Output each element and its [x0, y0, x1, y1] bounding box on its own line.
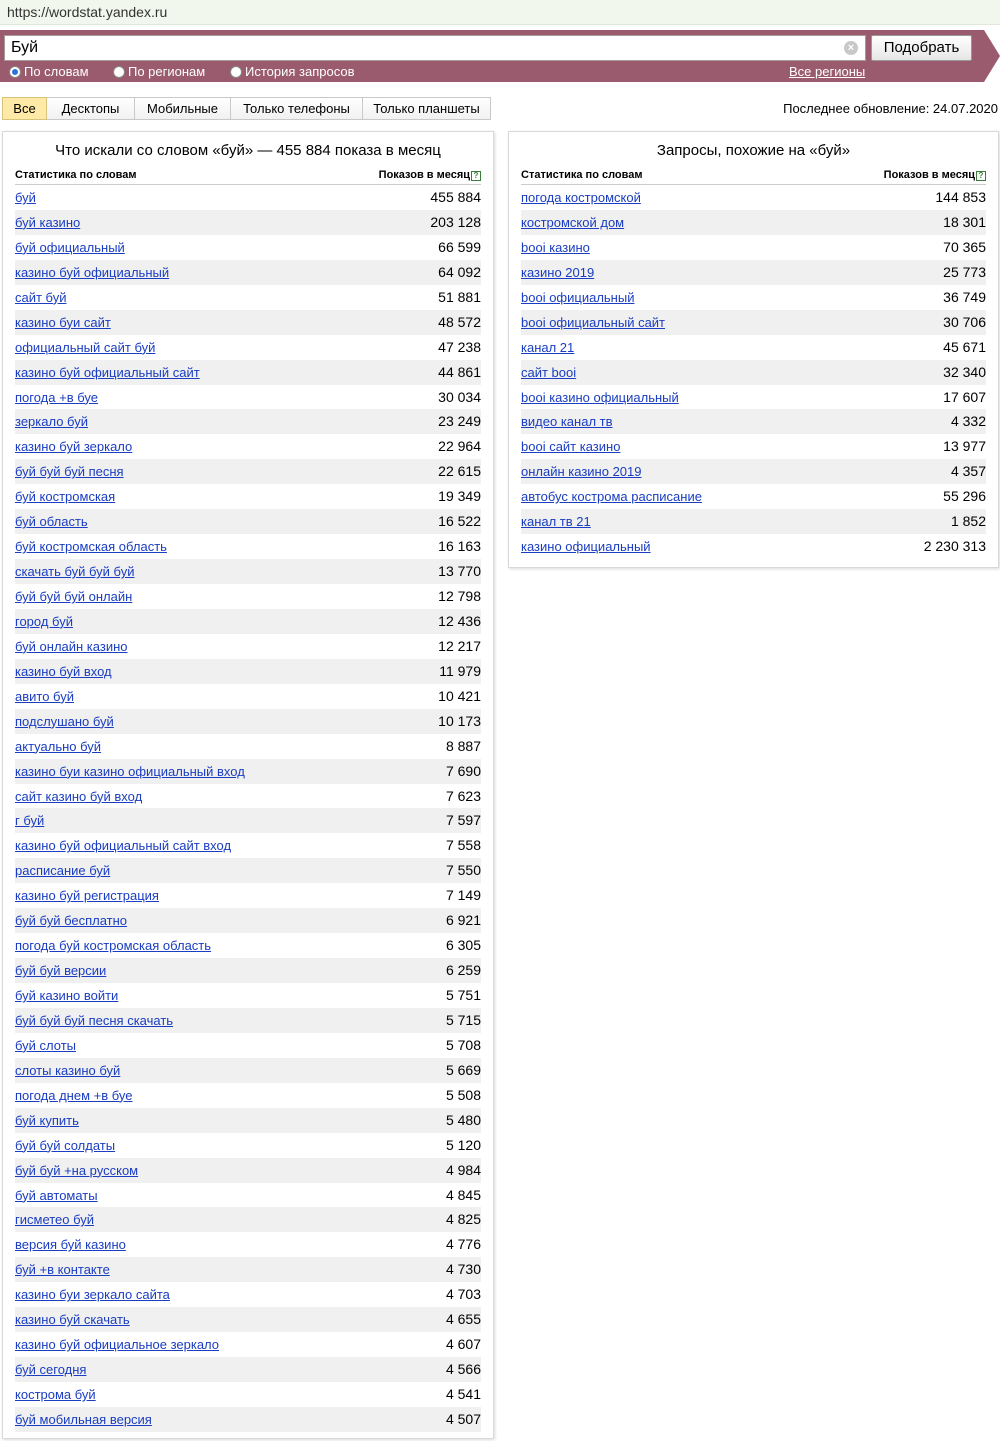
- query-link[interactable]: буй автоматы: [15, 1187, 98, 1203]
- table-row: [521, 285, 986, 310]
- query-link[interactable]: booi официальный сайт: [521, 314, 666, 330]
- query-link[interactable]: г буй: [15, 813, 45, 829]
- table-row: [521, 260, 986, 285]
- tab-desktops[interactable]: Десктопы: [47, 97, 135, 120]
- query-link[interactable]: буй буй солдаты: [15, 1137, 116, 1153]
- table-row: [15, 833, 481, 858]
- query-link[interactable]: буй костромская область: [15, 539, 167, 555]
- shows-count: 4 357: [950, 463, 986, 480]
- table-row: [15, 1332, 481, 1357]
- column-shows-header: [884, 169, 986, 181]
- shows-count: 5 708: [445, 1036, 481, 1053]
- table-row: [15, 1133, 481, 1158]
- left-column-header: [15, 169, 481, 185]
- shows-count: 5 751: [445, 987, 481, 1003]
- query-link[interactable]: буй буй буй песня: [15, 464, 124, 480]
- query-link[interactable]: буй онлайн казино: [15, 638, 128, 654]
- table-row: [15, 260, 481, 285]
- shows-count: 36 749: [943, 288, 986, 305]
- query-link[interactable]: казино официальный: [521, 539, 651, 555]
- tab-phones-only[interactable]: Только телефоны: [231, 97, 363, 120]
- table-row: [15, 1357, 481, 1382]
- query-link[interactable]: официальный сайт буй: [15, 339, 156, 355]
- shows-count: 10 173: [438, 712, 481, 729]
- query-link[interactable]: казино буй зеркало: [15, 439, 133, 455]
- url-text: https://wordstat.yandex.ru: [7, 4, 168, 20]
- query-link[interactable]: казино 2019: [521, 264, 595, 280]
- shows-count: 4 507: [445, 1410, 481, 1427]
- query-link[interactable]: буй буй буй онлайн: [15, 589, 133, 604]
- table-row: [521, 534, 986, 559]
- shows-count: 6 305: [445, 937, 481, 954]
- column-shows-label: Показов в месяц: [883, 169, 975, 181]
- shows-count: 7 623: [445, 787, 481, 804]
- query-link[interactable]: кострома буй: [15, 1387, 96, 1402]
- right-column-header: [521, 169, 986, 185]
- shows-count: 32 340: [943, 363, 986, 380]
- query-link[interactable]: буй: [15, 190, 36, 205]
- query-link[interactable]: казино буй скачать: [15, 1312, 130, 1328]
- table-row: [15, 634, 481, 659]
- shows-count: 4 332: [950, 413, 986, 430]
- table-row: [15, 1207, 481, 1232]
- query-link[interactable]: погода днем +в буе: [15, 1087, 133, 1103]
- table-row: [15, 335, 481, 360]
- shows-count: 44 861: [438, 363, 481, 380]
- tab-all[interactable]: Все: [2, 97, 47, 120]
- table-row: [15, 235, 481, 260]
- query-link[interactable]: онлайн казино 2019: [521, 464, 642, 480]
- shows-count: 10 421: [438, 687, 481, 704]
- table-row: [15, 883, 481, 908]
- query-link[interactable]: актуально буй: [15, 738, 102, 754]
- shows-count: 12 798: [438, 588, 481, 604]
- shows-count: 19 349: [438, 488, 481, 505]
- query-link[interactable]: казино буй официальное зеркало: [15, 1337, 220, 1353]
- shows-count: 55 296: [943, 488, 986, 505]
- table-row: [15, 659, 481, 684]
- table-row: [15, 1158, 481, 1183]
- shows-count: 4 845: [445, 1186, 481, 1203]
- shows-count: 47 238: [438, 338, 481, 355]
- left-table: [15, 185, 481, 1432]
- query-link[interactable]: город буй: [15, 613, 73, 629]
- query-link[interactable]: канал тв 21: [521, 514, 591, 530]
- table-row: [521, 409, 986, 434]
- search-input[interactable]: [5, 36, 835, 60]
- shows-count: 51 881: [438, 288, 481, 305]
- query-link[interactable]: буй буй версии: [15, 963, 107, 979]
- table-row: [521, 434, 986, 459]
- query-link[interactable]: буй казино войти: [15, 988, 119, 1003]
- table-row: [15, 484, 481, 509]
- shows-count: 4 607: [445, 1336, 481, 1353]
- query-link[interactable]: скачать буй буй буй: [15, 564, 135, 580]
- query-link[interactable]: сайт казино буй вход: [15, 788, 143, 804]
- table-row: [521, 360, 986, 385]
- pick-button[interactable]: Подобрать: [871, 35, 972, 61]
- query-link[interactable]: казино буи зеркало сайта: [15, 1287, 170, 1303]
- left-panel: [2, 131, 494, 1439]
- shows-count: 7 597: [445, 812, 481, 829]
- shows-count: 1 852: [950, 513, 986, 530]
- shows-count: 5 480: [445, 1111, 481, 1128]
- shows-count: 70 365: [943, 238, 986, 255]
- mode-by-regions[interactable]: [113, 64, 205, 79]
- table-row: [15, 285, 481, 310]
- shows-count: 64 092: [438, 263, 481, 280]
- table-row: [15, 609, 481, 634]
- shows-count: 5 715: [445, 1011, 481, 1028]
- shows-count: 8 887: [445, 737, 481, 754]
- query-link[interactable]: авито буй: [15, 688, 74, 704]
- query-link[interactable]: booi сайт казино: [521, 439, 621, 455]
- query-link[interactable]: буй казино: [15, 214, 81, 230]
- search-band: [0, 30, 1000, 82]
- shows-count: 203 128: [430, 213, 481, 230]
- column-shows-label: Показов в месяц: [378, 169, 470, 181]
- table-row: [15, 1282, 481, 1307]
- query-link[interactable]: погода +в буе: [15, 389, 98, 405]
- query-link[interactable]: казино буй регистрация: [15, 888, 159, 904]
- table-row: [15, 958, 481, 983]
- tab-mobile[interactable]: Мобильные: [135, 97, 231, 120]
- table-row: [15, 509, 481, 534]
- column-words-header: Статистика по словам: [15, 169, 137, 181]
- shows-count: 17 607: [943, 388, 986, 405]
- right-panel-title: Запросы, похожие на «буй»: [656, 142, 851, 159]
- table-row: [15, 858, 481, 883]
- table-row: [15, 709, 481, 734]
- query-link[interactable]: казино буй вход: [15, 663, 112, 679]
- shows-count: 4 703: [445, 1286, 481, 1303]
- table-row: [15, 1058, 481, 1083]
- table-row: [15, 759, 481, 784]
- query-link[interactable]: буй слоты: [15, 1037, 77, 1053]
- query-link[interactable]: буй буй буй песня скачать: [15, 1012, 174, 1028]
- query-link[interactable]: видео канал тв: [521, 414, 613, 430]
- shows-count: 16 522: [438, 513, 481, 530]
- query-link[interactable]: казино буи сайт: [15, 314, 111, 330]
- query-link[interactable]: буй буй +на русском: [15, 1162, 139, 1178]
- last-update: Последнее обновление: 24.07.2020: [783, 101, 998, 116]
- query-link[interactable]: версия буй казино: [15, 1237, 126, 1253]
- query-link[interactable]: буй костромская: [15, 489, 116, 505]
- table-row: [15, 734, 481, 759]
- table-row: [15, 360, 481, 385]
- query-link[interactable]: зеркало буй: [15, 414, 88, 430]
- shows-count: 30 706: [943, 313, 986, 330]
- table-row: [15, 1232, 481, 1257]
- shows-count: 18 301: [943, 213, 986, 230]
- query-link[interactable]: буй официальный: [15, 239, 125, 255]
- shows-count: 4 776: [445, 1236, 481, 1253]
- table-row: [521, 484, 986, 509]
- help-icon[interactable]: ?: [976, 171, 986, 181]
- table-row: [15, 385, 481, 410]
- tab-tablets-only[interactable]: Только планшеты: [363, 97, 491, 120]
- address-bar[interactable]: [0, 0, 1000, 25]
- mode-label: По регионам: [128, 64, 206, 79]
- shows-count: 7 690: [445, 762, 481, 779]
- shows-count: 5 508: [445, 1086, 481, 1103]
- query-link[interactable]: погода костромской: [521, 190, 641, 205]
- table-row: [15, 210, 481, 235]
- table-row: [15, 1033, 481, 1058]
- search-field[interactable]: [4, 35, 866, 61]
- shows-count: 22 615: [438, 463, 481, 480]
- table-row: [521, 185, 986, 210]
- query-link[interactable]: казино буй официальный сайт вход: [15, 838, 232, 854]
- query-link[interactable]: сайт буй: [15, 289, 67, 305]
- shows-count: 45 671: [943, 338, 986, 355]
- table-row: [15, 1083, 481, 1108]
- device-tabs: [2, 97, 491, 120]
- shows-count: 7 550: [445, 862, 481, 879]
- table-row: [15, 310, 481, 335]
- query-link[interactable]: booi официальный: [521, 289, 635, 305]
- mode-label: История запросов: [245, 64, 355, 79]
- shows-count: 11 979: [439, 662, 481, 679]
- table-row: [521, 459, 986, 484]
- mode-history[interactable]: [230, 64, 355, 79]
- table-row: [521, 210, 986, 235]
- table-row: [15, 1108, 481, 1133]
- shows-count: 144 853: [935, 189, 986, 205]
- shows-count: 12 436: [438, 612, 481, 629]
- table-row: [521, 335, 986, 360]
- query-link[interactable]: канал 21: [521, 339, 575, 355]
- query-link[interactable]: booi казино: [521, 239, 590, 255]
- shows-count: 6 259: [445, 962, 481, 979]
- shows-count: 30 034: [438, 388, 481, 405]
- table-row: [521, 385, 986, 410]
- shows-count: 12 217: [438, 637, 481, 654]
- query-link[interactable]: казино буи казино официальный вход: [15, 763, 245, 779]
- query-link[interactable]: буй буй бесплатно: [15, 913, 128, 929]
- shows-count: 2 230 313: [923, 538, 986, 555]
- shows-count: 4 566: [445, 1361, 481, 1378]
- shows-count: 13 770: [438, 563, 481, 580]
- radio-icon[interactable]: [113, 66, 125, 78]
- query-link[interactable]: расписание буй: [15, 863, 111, 879]
- query-link[interactable]: погода буй костромская область: [15, 938, 212, 954]
- shows-count: 13 977: [943, 438, 986, 455]
- table-row: [521, 310, 986, 335]
- query-link[interactable]: автобус кострома расписание: [521, 489, 702, 505]
- table-row: [15, 459, 481, 484]
- query-link[interactable]: booi казино официальный: [521, 389, 679, 405]
- shows-count: 4 730: [445, 1261, 481, 1278]
- shows-count: 23 249: [438, 413, 481, 430]
- shows-count: 4 825: [445, 1211, 481, 1228]
- shows-count: 5 120: [445, 1136, 481, 1153]
- column-shows-header: [379, 169, 481, 181]
- shows-count: 16 163: [438, 538, 481, 555]
- table-row: [15, 534, 481, 559]
- query-link[interactable]: буй купить: [15, 1112, 79, 1128]
- clear-icon[interactable]: ×: [844, 41, 858, 55]
- query-link[interactable]: сайт booi: [521, 364, 577, 380]
- radio-checked-icon[interactable]: [9, 66, 21, 78]
- table-row: [15, 933, 481, 958]
- shows-count: 4 541: [445, 1386, 481, 1402]
- table-row: [15, 584, 481, 609]
- shows-count: 25 773: [943, 263, 986, 280]
- table-row: [15, 808, 481, 833]
- table-row: [15, 409, 481, 434]
- query-link[interactable]: буй мобильная версия: [15, 1411, 152, 1427]
- right-table: [521, 185, 986, 559]
- table-row: [15, 983, 481, 1008]
- table-row: [15, 1183, 481, 1208]
- query-link[interactable]: костромской дом: [521, 214, 625, 230]
- query-link[interactable]: гисметео буй: [15, 1212, 95, 1228]
- table-row: [15, 684, 481, 709]
- shows-count: 5 669: [445, 1061, 481, 1078]
- table-row: [15, 185, 481, 210]
- query-link[interactable]: буй область: [15, 514, 88, 530]
- mode-by-words[interactable]: [9, 64, 89, 79]
- radio-icon[interactable]: [230, 66, 242, 78]
- shows-count: 7 149: [445, 887, 481, 904]
- query-link[interactable]: подслушано буй: [15, 713, 114, 729]
- shows-count: 4 984: [445, 1161, 481, 1178]
- table-row: [15, 559, 481, 584]
- table-row: [15, 908, 481, 933]
- shows-count: 7 558: [445, 837, 481, 854]
- table-row: [15, 434, 481, 459]
- query-link[interactable]: казино буй официальный: [15, 264, 170, 280]
- query-link[interactable]: казино буй официальный сайт: [15, 364, 200, 380]
- help-icon[interactable]: ?: [471, 171, 481, 181]
- shows-count: 22 964: [438, 438, 481, 455]
- table-row: [15, 784, 481, 809]
- table-row: [521, 235, 986, 260]
- mode-label: По словам: [24, 64, 89, 79]
- all-regions-link[interactable]: Все регионы: [789, 64, 866, 79]
- shows-count: 455 884: [430, 189, 481, 205]
- table-row: [15, 1307, 481, 1332]
- query-link[interactable]: буй сегодня: [15, 1362, 87, 1378]
- shows-count: 4 655: [445, 1311, 481, 1328]
- table-row: [521, 509, 986, 534]
- table-row: [15, 1257, 481, 1282]
- table-row: [15, 1382, 481, 1407]
- query-link[interactable]: буй +в контакте: [15, 1262, 110, 1278]
- shows-count: 66 599: [438, 238, 481, 255]
- left-panel-title: Что искали со словом «буй» — 455 884 показа в месяц: [55, 142, 441, 159]
- shows-count: 6 921: [445, 912, 481, 929]
- table-row: [15, 1407, 481, 1432]
- right-panel: [508, 131, 999, 568]
- query-link[interactable]: слоты казино буй: [15, 1062, 121, 1078]
- table-row: [15, 1008, 481, 1033]
- column-words-header: Статистика по словам: [521, 169, 643, 181]
- shows-count: 48 572: [438, 313, 481, 330]
